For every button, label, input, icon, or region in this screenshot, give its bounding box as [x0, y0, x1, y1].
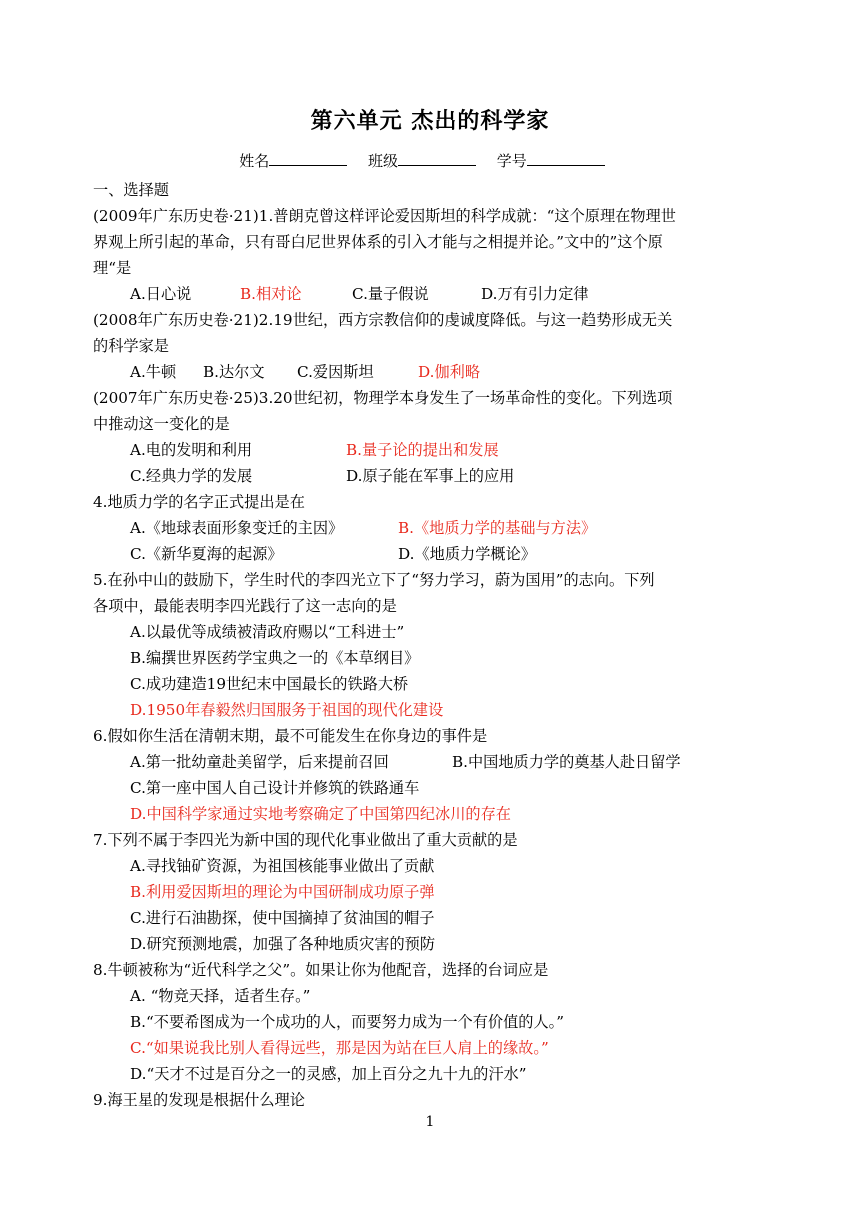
- q3-options: [93, 463, 773, 489]
- q2-option-a: A.牛顿: [130, 363, 177, 381]
- q4-options: [93, 515, 773, 541]
- q8-option-b: B.“不要希图成为一个成功的人，而要努力成为一个有价值的人。”: [130, 1013, 564, 1031]
- q4-option-d: D.《地质力学概论》: [398, 545, 536, 563]
- page-number: 1: [425, 1114, 435, 1130]
- name-blank: [269, 151, 347, 166]
- q4-option-b: B.《地质力学的基础与方法》: [398, 519, 597, 537]
- q5-option-d: D.1950年春毅然归国服务于祖国的现代化建设: [130, 701, 444, 719]
- q1-option-d: D.万有引力定律: [481, 285, 589, 303]
- q2-option-d: D.伽利略: [418, 363, 481, 381]
- q3-option-a: A.电的发明和利用: [130, 441, 253, 459]
- q4-option-a: A.《地球表面形象变迁的主因》: [130, 519, 344, 537]
- q5-option-a: A.以最优等成绩被清政府赐以“工科进士”: [130, 623, 405, 641]
- q3-stem-line: (2007年广东历史卷·25)3.20世纪初，物理学本身发生了一场革命性的变化。下列选项: [93, 389, 673, 407]
- class-label: 班级: [367, 152, 398, 170]
- q7-option-b: B.利用爱因斯坦的理论为中国研制成功原子弹: [130, 883, 435, 901]
- q1-option-b: B.相对论: [240, 285, 302, 303]
- q3-option-c: C.经典力学的发展: [130, 467, 253, 485]
- q2-stem-line: 的科学家是: [93, 337, 169, 355]
- class-blank: [398, 151, 476, 166]
- q3-options: [93, 437, 773, 463]
- q8-option-d: D.“天才不过是百分之一的灵感，加上百分之九十九的汗水”: [130, 1065, 527, 1083]
- q6-stem: 6.假如你生活在清朝末期，最不可能发生在你身边的事件是: [93, 727, 488, 745]
- name-label: 姓名: [239, 152, 270, 170]
- q1-stem-line: 界观上所引起的革命，只有哥白尼世界体系的引入才能与之相提并论。”文中的”这个原: [93, 233, 663, 251]
- q7-option-a: A.寻找铀矿资源，为祖国核能事业做出了贡献: [130, 857, 435, 875]
- q6-option-c: C.第一座中国人自己设计并修筑的铁路通车: [130, 779, 420, 797]
- q4-option-c: C.《新华夏海的起源》: [130, 545, 283, 563]
- q3-stem-line: 中推动这一变化的是: [93, 415, 230, 433]
- page-title: 第六单元 杰出的科学家: [310, 109, 550, 134]
- student-info-row: [0, 150, 860, 171]
- q7-stem: 7.下列不属于李四光为新中国的现代化事业做出了重大贡献的是: [93, 831, 518, 849]
- q1-option-c: C.量子假说: [352, 285, 429, 303]
- q1-options: [93, 281, 773, 307]
- q6-option-a: A.第一批幼童赴美留学，后来提前召回: [130, 753, 389, 771]
- q9-stem: 9.海王星的发现是根据什么理论: [93, 1091, 305, 1109]
- q8-stem: 8.牛顿被称为“近代科学之父”。如果让你为他配音，选择的台词应是: [93, 961, 549, 979]
- q5-option-c: C.成功建造19世纪末中国最长的铁路大桥: [130, 675, 409, 693]
- q2-options: [93, 359, 773, 385]
- q3-option-b: B.量子论的提出和发展: [346, 441, 499, 459]
- q5-option-b: B.编撰世界医药学宝典之一的《本草纲目》: [130, 649, 420, 667]
- section-heading: 一、选择题: [93, 181, 169, 199]
- q8-option-a: A. “物竞天择，适者生存。”: [130, 987, 311, 1005]
- q1-stem-line: (2009年广东历史卷·21)1.普朗克曾这样评论爱因斯坦的科学成就：“这个原理在物理世: [93, 207, 676, 225]
- number-blank: [527, 151, 605, 166]
- number-label: 学号: [496, 152, 527, 170]
- q6-option-b: B.中国地质力学的奠基人赴日留学: [452, 753, 681, 771]
- q2-option-c: C.爱因斯坦: [297, 363, 374, 381]
- q6-options: [93, 749, 773, 775]
- q7-option-c: C.进行石油勘探，使中国摘掉了贫油国的帽子: [130, 909, 435, 927]
- q8-option-c: C.“如果说我比别人看得远些，那是因为站在巨人肩上的缘故。”: [130, 1039, 549, 1057]
- q1-option-a: A.日心说: [130, 285, 192, 303]
- q2-stem-line: (2008年广东历史卷·21)2.19世纪，西方宗教信仰的虔诚度降低。与这一趋势形成无关: [93, 311, 673, 329]
- q6-option-d: D.中国科学家通过实地考察确定了中国第四纪冰川的存在: [130, 805, 511, 823]
- q3-option-d: D.原子能在军事上的应用: [346, 467, 515, 485]
- q2-option-b: B.达尔文: [203, 363, 265, 381]
- q4-options: [93, 541, 773, 567]
- q4-stem: 4.地质力学的名字正式提出是在: [93, 493, 305, 511]
- q5-stem-line: 5.在孙中山的鼓励下，学生时代的李四光立下了“努力学习，蔚为国用”的志向。下列: [93, 571, 655, 589]
- question-body: [93, 177, 773, 1113]
- q5-stem-line: 各项中，最能表明李四光践行了这一志向的是: [93, 597, 397, 615]
- q1-stem-line: 理“是: [93, 259, 132, 277]
- q7-option-d: D.研究预测地震，加强了各种地质灾害的预防: [130, 935, 436, 953]
